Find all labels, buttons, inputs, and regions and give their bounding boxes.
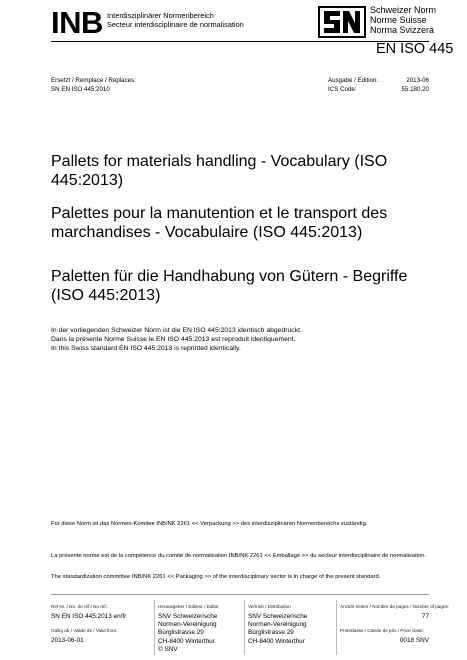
inb-name-de: Interdisziplinärer Normenbereich [107,11,214,20]
replaces-label: Ersetzt / Remplace / Replaces: [51,77,136,84]
snv-wordmark [370,6,436,36]
price-value: 0018 SNV [399,636,429,644]
notice-fr: Dans la présente Norme Suisse le EN ISO 445:2013 est reproduit identiquement. [51,336,296,344]
notice-de: In der vorliegenden Schweizer Norm ist die EN ISO 445:2013 identisch abgedruckt. [51,327,302,334]
replaces-block [51,77,136,95]
pages-label: Anzahl Seiten / Nombre de pages / Number of pages: [340,604,450,609]
distribution-line: Bürglistrasse 29 [248,629,294,637]
distribution-line: CH-8400 Winterthur [248,637,305,645]
publisher-line: Normen-Vereinigung [158,620,217,628]
replaces-value: SN EN ISO 445:2010 [51,85,110,93]
footer-pages [340,604,450,621]
footer-publisher [158,604,219,655]
inb-logo: INB [51,5,103,40]
committee-de: Für diese Norm ist das Normen-Komitee INB/NK 2261 << Verpackung >> des interdisziplinären Normenbereichs zuständig. [51,521,368,527]
title-english: Pallets for materials handling - Vocabulary (ISO 445:2013) [51,153,388,189]
ics-value: 55.180.20 [401,85,429,93]
ics-label: ICS Code: [328,85,357,93]
committee-en: The standardization committee INB/NK 2261 << Packaging >> of the interdisciplinary sector is in charge of the present standard. [51,574,381,580]
footer-divider [51,594,429,595]
notice-en: In this Swiss standard EN ISO 445:2013 is reprinted identically. [51,345,241,353]
publisher-line: CH-8400 Winterthur [158,637,215,645]
snv-name-de: Schweizer Norm [370,5,437,15]
distribution-line: Normen-Vereinigung [248,620,307,628]
edition-label: Ausgabe / Edition: [328,77,379,84]
publisher-line: Bürglistrasse 29 [158,629,204,637]
header-divider [51,41,429,42]
footer-separator [244,600,245,655]
valid-value: 2013-06-01 [51,636,84,644]
inb-name-fr: Secteur interdisciplinaire de normalisation [107,20,244,29]
footer-ref [51,604,126,621]
ref-value: SN EN ISO 445:2013 en/fr [51,612,127,620]
snv-name-it: Norma Svizzera [370,24,435,35]
publisher-address [158,613,219,655]
publisher-line: SNV Schweizerische [158,612,218,620]
edition-values [400,77,429,95]
edition-labels [328,77,378,95]
publisher-label: Herausgeber / Editeur / Editor [158,604,219,609]
snv-name-fr: Norme Suisse [370,14,427,25]
standard-id: EN ISO 445 [376,41,454,57]
price-label: Preisklasse / Classe de prix / Price class: [340,628,424,633]
footer-distribution [248,604,307,646]
distribution-address [248,613,307,647]
ref-label: Ref Nr. / No. de réf / No ref.: [51,604,109,609]
reprint-notice [51,326,302,354]
footer-price [340,628,429,645]
title-german: Paletten für die Handhabung von Gütern - Begriffe (ISO 445:2013) [51,268,408,304]
snv-logo-icon [318,6,366,38]
valid-label: Gültig ab / Valide de / Valid from: [51,628,118,633]
footer-separator [336,600,337,655]
committee-fr: La présente norme est de la compétence du comité de normalisation INB/NK 2261 << Emballage >> du secteur interdisciplinaire de normalisation. [51,553,427,559]
edition-value: 2013-06 [406,77,429,84]
distribution-line: SNV Schweizerische [248,612,308,620]
title-french: Palettes pour la manutention et le transport des marchandises - Vocabulaire (ISO 445:2013) [51,205,388,241]
footer-separator [154,600,155,655]
publisher-line: © SNV [158,646,178,654]
footer-valid [51,628,117,645]
pages-value: 77 [421,612,429,620]
distribution-label: Vertrieb / Distribution [248,604,291,609]
